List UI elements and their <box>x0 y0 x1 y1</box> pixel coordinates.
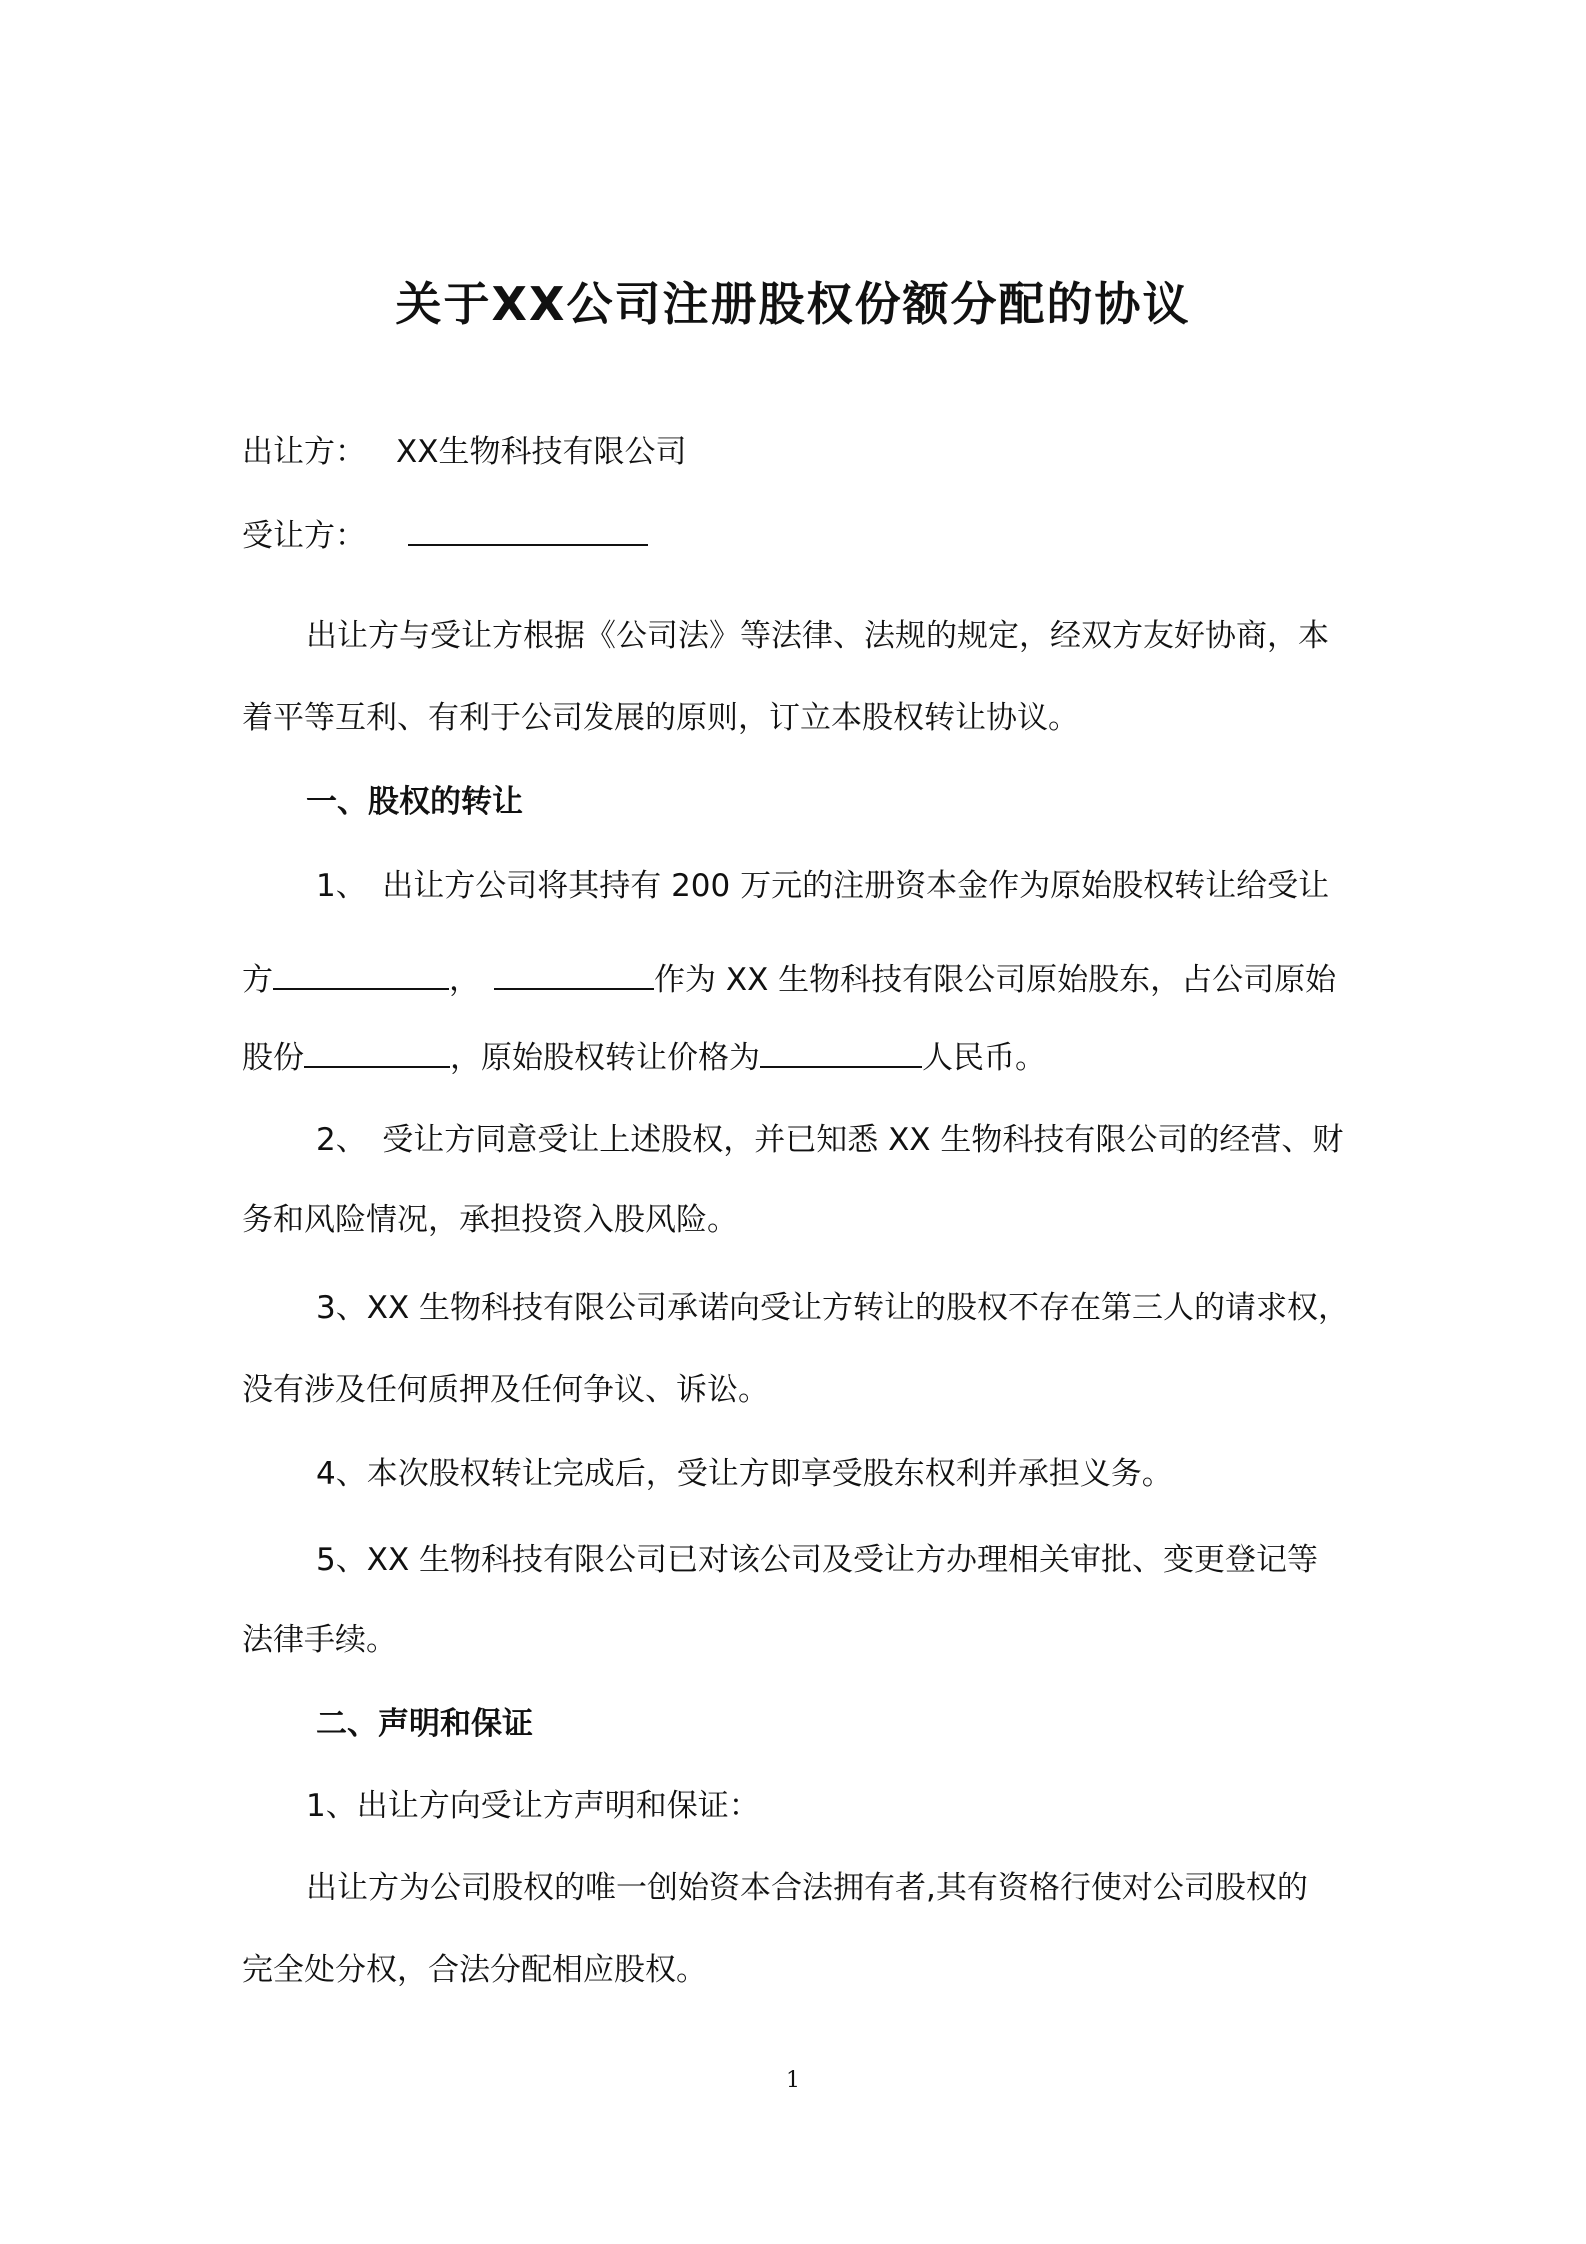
item3-line-2: 没有涉及任何质押及任何争议、诉讼。 <box>242 1372 769 1408</box>
item2-line-2: 务和风险情况，承担投资入股风险。 <box>242 1202 738 1238</box>
transferor-name: XX生物科技有限公司 <box>396 434 687 470</box>
transferee-line <box>242 510 1362 556</box>
item1-line2-c: 作为 XX 生物科技有限公司原始股东，占公司原始 <box>654 962 1337 998</box>
item5-line-1: 5、XX 生物科技有限公司已对该公司及受让方办理相关审批、变更登记等 <box>316 1542 1319 1578</box>
transfer-price-blank <box>760 1032 922 1068</box>
transferor-label: 出让方： <box>242 434 366 470</box>
item1-line3-c: 人民币。 <box>922 1040 1046 1076</box>
item4-line-1: 4、本次股权转让完成后，受让方即享受股东权利并承担义务。 <box>316 1456 1173 1492</box>
page-number: 1 <box>786 2068 800 2093</box>
section2-para-line-2: 完全处分权，合法分配相应股权。 <box>242 1952 707 1988</box>
section2-para-line-1: 出让方为公司股权的唯一创始资本合法拥有者,其有资格行使对公司股权的 <box>306 1870 1308 1906</box>
item1-line2-a: 方 <box>242 962 273 998</box>
item1-line-3 <box>242 1032 1362 1078</box>
page-title: 关于XX公司注册股权份额分配的协议 <box>395 277 1191 331</box>
shareholder-blank-1 <box>273 954 449 990</box>
item1-line-2 <box>242 954 1362 1000</box>
share-percentage-blank <box>304 1032 450 1068</box>
intro-line-2: 着平等互利、有利于公司发展的原则，订立本股权转让协议。 <box>242 700 1079 736</box>
section2-heading: 二、声明和保证 <box>316 1706 533 1742</box>
intro-line-1: 出让方与受让方根据《公司法》等法律、法规的规定，经双方友好协商，本 <box>306 618 1329 654</box>
transferee-label: 受让方： <box>242 518 366 554</box>
item3-line-1: 3、XX 生物科技有限公司承诺向受让方转让的股权不存在第三人的请求权， <box>316 1290 1350 1326</box>
shareholder-blank-2 <box>494 954 654 990</box>
item1-line3-b: ，原始股权转让价格为 <box>450 1040 760 1076</box>
transferee-name-blank <box>408 510 648 546</box>
section2-sub1: 1、出让方向受让方声明和保证： <box>306 1788 760 1824</box>
section1-heading: 一、股权的转让 <box>306 784 523 820</box>
item5-line-2: 法律手续。 <box>242 1622 397 1658</box>
item1-line2-b: ， <box>449 962 480 998</box>
item1-line-1: 1、 出让方公司将其持有 200 万元的注册资本金作为原始股权转让给受让 <box>316 868 1330 904</box>
item2-line-1: 2、 受让方同意受让上述股权，并已知悉 XX 生物科技有限公司的经营、财 <box>316 1122 1344 1158</box>
item1-line3-a: 股份 <box>242 1040 304 1076</box>
transferor-line <box>242 432 1362 472</box>
